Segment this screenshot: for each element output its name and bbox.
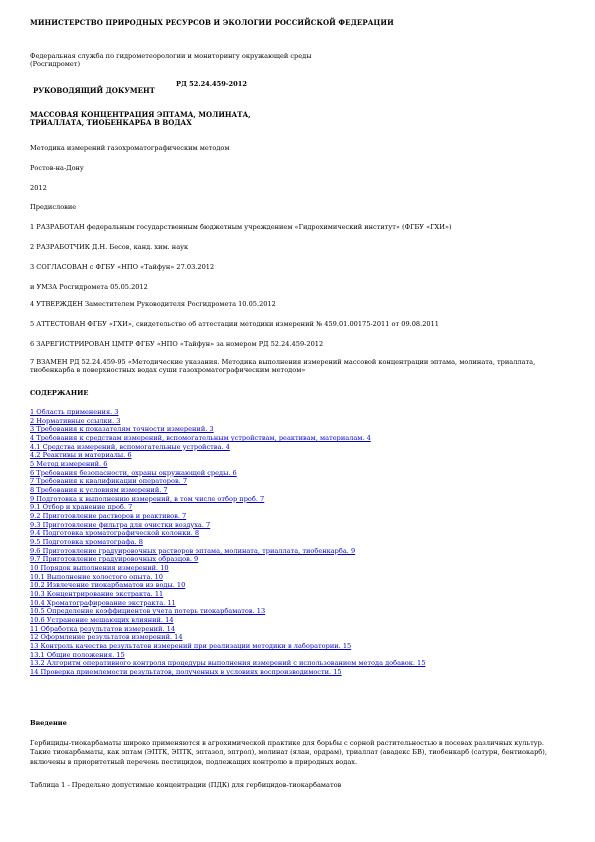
toc-link[interactable]: 13.2 Алгоритм оперативного контроля процедуры выполнения измерений с использованием метода добавок. 15 <box>30 659 426 668</box>
toc-heading: СОДЕРЖАНИЕ <box>30 389 89 397</box>
table-of-contents <box>30 408 570 677</box>
toc-link[interactable]: 7 Требования к квалификации операторов. 7 <box>30 477 188 486</box>
toc-item <box>30 434 570 443</box>
toc-link[interactable]: 14 Проверка приемлемости результатов, полученных в условиях воспроизводимости. 15 <box>30 668 342 677</box>
toc-item <box>30 443 570 452</box>
toc-link[interactable]: 4 Требования к средствам измерений, вспомогательным устройствам, реактивам, материалам. 4 <box>30 434 371 443</box>
toc-link[interactable]: 9 Подготовка к выполнению измерений, в том числе отбор проб. 7 <box>30 494 265 503</box>
toc-link[interactable]: 9.4 Подготовка хроматографической колонки. 8 <box>30 529 200 538</box>
toc-link[interactable]: 10.4 Хроматографирование экстракта. 11 <box>30 598 176 607</box>
preface-item-6: 6 ЗАРЕГИСТРИРОВАН ЦМТР ФГБУ «НПО «Тайфун» за номером РД 52.24.459-2012 <box>30 340 324 348</box>
ministry-heading: МИНИСТЕРСТВО ПРИРОДНЫХ РЕСУРСОВ И ЭКОЛОГИИ РОССИЙСКОЙ ФЕДЕРАЦИИ <box>30 18 394 27</box>
preface-item-3: 3 СОГЛАСОВАН с ФГБУ «НПО «Тайфун» 27.03.2012 <box>30 263 215 271</box>
toc-item <box>30 538 570 547</box>
toc-item <box>30 495 570 504</box>
toc-item <box>30 659 570 668</box>
toc-item <box>30 642 570 651</box>
toc-link[interactable]: 13 Контроль качества результатов измерений при реализации методики в лаборатории. 15 <box>30 642 352 651</box>
toc-link[interactable]: 10.3 Концентрирование экстракта. 11 <box>30 590 164 599</box>
toc-link[interactable]: 9.3 Приготовление фильтра для очистки воздуха. 7 <box>30 520 211 529</box>
toc-item <box>30 408 570 417</box>
toc-item <box>30 503 570 512</box>
toc-item <box>30 607 570 616</box>
toc-link[interactable]: 9.5 Подготовка хроматографа. 8 <box>30 538 143 547</box>
toc-link[interactable]: 13.1 Общие положения. 15 <box>30 650 125 659</box>
toc-link[interactable]: 9.1 Отбор и хранение проб. 7 <box>30 503 133 512</box>
toc-item <box>30 547 570 556</box>
toc-link[interactable]: 9.2 Приготовление растворов и реактивов. 7 <box>30 512 187 521</box>
method-subtitle: Методика измерений газохроматографическим методом <box>30 144 230 152</box>
toc-link[interactable]: 10.1 Выполнение холостого опыта. 10 <box>30 572 163 581</box>
toc-item <box>30 451 570 460</box>
toc-item <box>30 633 570 642</box>
document-number: РД 52.24.459-2012 <box>176 80 247 88</box>
toc-link[interactable]: 9.6 Приготовление градуировочных растворов эптама, молината, триаллата, тиобенкарба. 9 <box>30 546 356 555</box>
toc-item <box>30 573 570 582</box>
toc-item <box>30 425 570 434</box>
toc-item <box>30 417 570 426</box>
preface-item-7: 7 ВЗАМЕН РД 52.24.459-95 «Методические указания. Методика выполнения измерений массовой концентрации эптама, молината, триаллата, тиобенкарба в поверхностных водах суши газохроматографическим методом» <box>30 358 536 374</box>
introduction-heading: Введение <box>30 719 67 727</box>
introduction-paragraph: Гербициды-тиокарбаматы широко применяются в агрохимической практике для борьбы с сорной растительностью в посевах различных культур. Такие тиокарбаматы, как эптам (ЭПТК, ЭПТК, эптазол, эптрол), молинат (ялан, ордрам), триаллат (авадекс БВ), тиобенкарб (сатурн, бентиокарб), включены в приоритетный перечень пестицидов, подлежащих контролю в природных водах. <box>30 739 547 766</box>
toc-item <box>30 529 570 538</box>
toc-link[interactable]: 6 Требования безопасности, охраны окружающей среды. 6 <box>30 468 237 477</box>
toc-item <box>30 512 570 521</box>
preface-heading: Предисловие <box>30 203 77 211</box>
document-type: РУКОВОДЯЩИЙ ДОКУМЕНТ <box>33 86 155 95</box>
toc-link[interactable]: 9.7 Приготовление градуировочных образцов. 9 <box>30 555 199 564</box>
toc-item <box>30 469 570 478</box>
preface-item-5: 5 АТТЕСТОВАН ФГБУ «ГХИ», свидетельство об аттестации методики измерений № 459.01.00175-2011 от 09.08.2011 <box>30 320 440 328</box>
toc-link[interactable]: 12 Оформление результатов измерений. 14 <box>30 633 183 642</box>
toc-link[interactable]: 10 Порядок выполнения измерений. 10 <box>30 564 169 573</box>
preface-item-2: 2 РАЗРАБОТЧИК Д.Н. Бесов, канд. хим. наук <box>30 243 189 251</box>
toc-link[interactable]: 3 Требования к показателям точности измерений. 3 <box>30 425 214 434</box>
publication-year: 2012 <box>30 184 47 192</box>
toc-item <box>30 625 570 634</box>
toc-link[interactable]: 11 Обработка результатов измерений. 14 <box>30 624 176 633</box>
toc-link[interactable]: 4.1 Средства измерений, вспомогательные устройства. 4 <box>30 442 230 451</box>
document-title: МАССОВАЯ КОНЦЕНТРАЦИЯ ЭПТАМА, МОЛИНАТА, ТРИАЛЛАТА, ТИОБЕНКАРБА В ВОДАХ <box>30 110 251 127</box>
toc-link[interactable]: 1 Область применения. 3 <box>30 408 119 416</box>
toc-link[interactable]: 10.2 Извлечение тиокарбаматов из воды. 10 <box>30 581 186 590</box>
toc-item <box>30 564 570 573</box>
publication-city: Ростов-на-Дону <box>30 164 84 172</box>
toc-link[interactable]: 5 Метод измерений. 6 <box>30 460 108 469</box>
toc-item <box>30 616 570 625</box>
toc-item <box>30 581 570 590</box>
toc-item <box>30 668 570 677</box>
toc-item <box>30 477 570 486</box>
toc-item <box>30 590 570 599</box>
toc-link[interactable]: 10.6 Устранение мешающих влияний. 14 <box>30 616 174 625</box>
toc-item <box>30 460 570 469</box>
service-name: Федеральная служба по гидрометеорологии и мониторингу окружающей среды (Росгидромет) <box>30 52 312 68</box>
toc-link[interactable]: 10.5 Определение коэффициентов учета потерь тиокарбаматов. 13 <box>30 607 266 616</box>
toc-item <box>30 651 570 660</box>
preface-item-3-continued: и УМЗА Росгидромета 05.05.2012 <box>30 283 148 291</box>
toc-item <box>30 555 570 564</box>
toc-item <box>30 599 570 608</box>
toc-link[interactable]: 4.2 Реактивы и материалы. 6 <box>30 451 132 460</box>
toc-link[interactable]: 8 Требования к условиям измерений. 7 <box>30 486 168 495</box>
toc-item <box>30 486 570 495</box>
toc-item <box>30 521 570 530</box>
toc-link[interactable]: 2 Нормативные ссылки. 3 <box>30 416 121 425</box>
preface-item-1: 1 РАЗРАБОТАН федеральным государственным бюджетным учреждением «Гидрохимический институт» (ФГБУ «ГХИ») <box>30 223 452 231</box>
table-caption: Таблица 1 - Предельно допустимые концентрации (ПДК) для гербицидов-тиокарбаматов <box>30 781 342 789</box>
preface-item-4: 4 УТВЕРЖДЕН Заместителем Руководителя Росгидромета 10.05.2012 <box>30 300 276 308</box>
